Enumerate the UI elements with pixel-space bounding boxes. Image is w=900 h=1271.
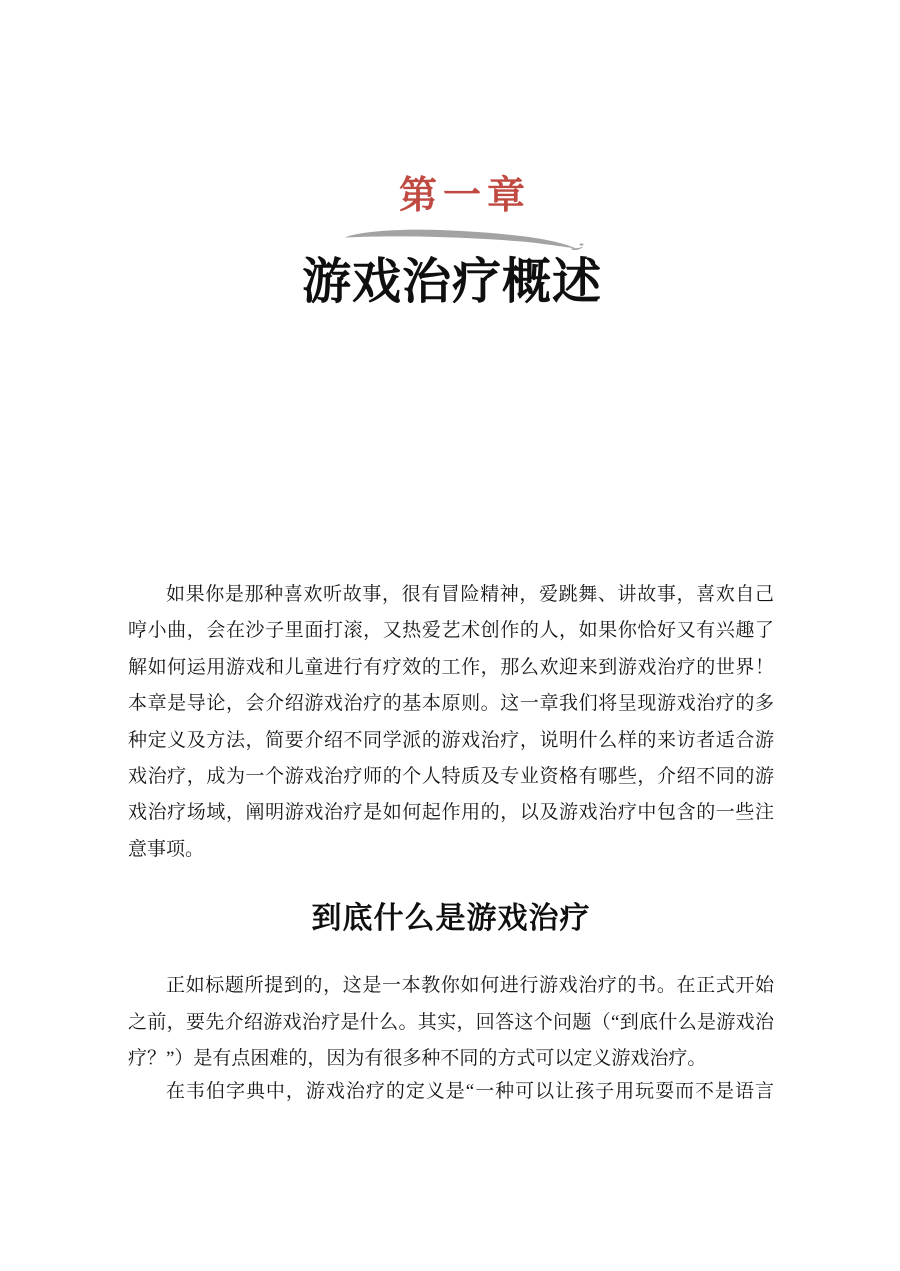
brush-stroke-shape: [345, 230, 576, 249]
text-line: 戏治疗场域，阐明游戏治疗是如何起作用的，以及游戏治疗中包含的一些注: [128, 802, 774, 824]
text-line: 如果你是那种喜欢听故事，很有冒险精神，爱跳舞、讲故事，喜欢自己: [166, 584, 774, 605]
paragraph-3: [128, 1074, 774, 1110]
section-heading: 到底什么是游戏治疗: [311, 902, 591, 936]
text-line: 意事项。: [128, 838, 205, 860]
text-line: 解如何运用游戏和儿童进行有疗效的工作，那么欢迎来到游戏治疗的世界！: [128, 656, 774, 678]
text-line: 在韦伯字典中，游戏治疗的定义是“一种可以让孩子用玩耍而不是语言: [166, 1081, 774, 1103]
body-text: [128, 577, 774, 1111]
paragraph-1: [128, 577, 774, 868]
text-line: 戏治疗，成为一个游戏治疗师的个人特质及专业资格有哪些，介绍不同的游: [128, 766, 774, 788]
text-line: 疗？”）是有点困难的，因为有很多种不同的方式可以定义游戏治疗。: [128, 1048, 707, 1070]
text-line: 哼小曲，会在沙子里面打滚，又热爱艺术创作的人，如果你恰好又有兴趣了: [128, 620, 774, 642]
text-line: 种定义及方法，简要介绍不同学派的游戏治疗，说明什么样的来访者适合游: [128, 729, 774, 751]
text-line: 正如标题所提到的，这是一本教你如何进行游戏治疗的书。在正式开始: [166, 975, 774, 997]
paragraph-2: [128, 968, 774, 1077]
text-line: 本章是导论，会介绍游戏治疗的基本原则。这一章我们将呈现游戏治疗的多: [128, 693, 774, 715]
brush-stroke-decoration: [335, 215, 585, 255]
brush-stroke-speck: [580, 244, 584, 246]
text-line: 之前，要先介绍游戏治疗是什么。其实，回答这个问题（“到底什么是游戏治: [128, 1011, 774, 1033]
chapter-title: 游戏治疗概述: [301, 255, 602, 309]
brush-stroke-flick: [571, 246, 584, 250]
chapter-number: 第一章: [398, 175, 531, 217]
